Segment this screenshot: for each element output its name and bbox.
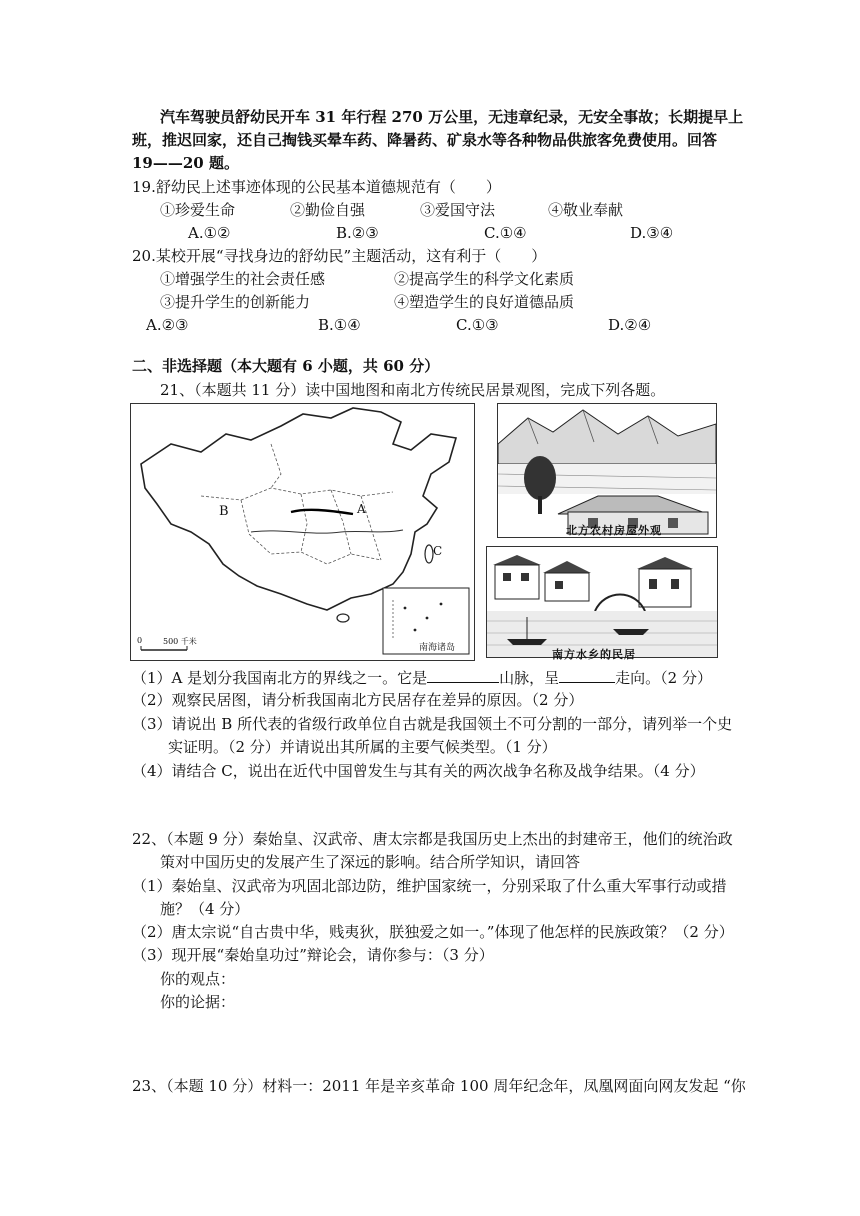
- q19-choice-a: A.①②: [188, 224, 231, 242]
- q22-line-1: 22、（本题 9 分）秦始皇、汉武帝、唐太宗都是我国历史上杰出的封建帝王，他们的统治政: [132, 830, 733, 848]
- q22-viewpoint-label: 你的观点：: [160, 970, 236, 988]
- map-label-c: C: [433, 544, 443, 558]
- q22-sub1-line1: （1）秦始皇、汉武帝为巩固北部边防，维护国家统一，分别采取了什么重大军事行动或措: [132, 877, 727, 895]
- q19-item-3: ③爱国守法: [420, 201, 496, 219]
- q21-sub4: （4）请结合 C，说出在近代中国曾发生与其有关的两次战争名称及战争结果。（4 分）: [132, 762, 705, 780]
- q22-evidence-label: 你的论据：: [160, 993, 236, 1011]
- q21-sub1-part-c: 走向。（2 分）: [615, 669, 712, 687]
- map-scale-label: 500 千米: [163, 637, 197, 646]
- q21-sub1: [132, 666, 712, 689]
- q20-choice-b: B.①④: [318, 316, 361, 334]
- q19-stem: 19.舒幼民上述事迹体现的公民基本道德规范有（ ）: [132, 178, 501, 196]
- q21-sub3-line1: （3）请说出 B 所代表的省级行政单位自古就是我国领土不可分割的一部分，请列举一个史: [132, 715, 733, 733]
- north-house-drawing: [498, 404, 716, 537]
- q19-item-4: ④敬业奉献: [548, 201, 624, 219]
- q21-sub3-line2: 实证明。（2 分）并请说出其所属的主要气候类型。（1 分）: [168, 738, 557, 756]
- q22-sub2: （2）唐太宗说“自古贵中华，贱夷狄，朕独爱之如一。”体现了他怎样的民族政策？（2 分）: [132, 923, 734, 941]
- q19-choice-d: D.③④: [630, 224, 674, 242]
- china-map: [130, 403, 475, 661]
- q20-choice-a: A.②③: [146, 316, 189, 334]
- q20-choice-c: C.①③: [456, 316, 499, 334]
- q20-item-3: ③提升学生的创新能力: [160, 293, 311, 311]
- q21-sub1-part-a: （1）A 是划分我国南北方的界线之一。它是: [132, 669, 428, 687]
- q20-choice-d: D.②④: [608, 316, 652, 334]
- china-map-drawing: [131, 404, 474, 660]
- q19-item-1: ①珍爱生命: [160, 201, 236, 219]
- map-scale-zero: 0: [137, 636, 143, 645]
- q19-choice-c: C.①④: [484, 224, 527, 242]
- intro-line-1: 汽车驾驶员舒幼民开车 31 年行程 270 万公里，无违章纪录，无安全事故；长期提早上: [160, 108, 744, 126]
- q23-line-1: 23、（本题 10 分）材料一：2011 年是辛亥革命 100 周年纪念年，凤凰网面向网友发起 “你: [132, 1077, 746, 1095]
- q21-sub2: （2）观察民居图，请分析我国南北方民居存在差异的原因。（2 分）: [132, 691, 584, 709]
- south-house-caption: 南方水乡的民居: [552, 648, 636, 661]
- q20-item-2: ②提高学生的科学文化素质: [394, 270, 575, 288]
- q19-item-2: ②勤俭自强: [290, 201, 366, 219]
- q21-blank-direction[interactable]: [559, 666, 615, 683]
- north-house-caption: 北方农村房屋外观: [566, 524, 662, 537]
- map-inset-label: 南海诸岛: [419, 643, 456, 653]
- q21-stem: 21、（本题共 11 分）读中国地图和南北方传统民居景观图，完成下列各题。: [160, 381, 666, 399]
- intro-line-2: 班，推迟回家，还自己掏钱买晕车药、降暑药、矿泉水等各种物品供旅客免费使用。回答: [132, 131, 718, 149]
- q22-line-2: 策对中国历史的发展产生了深远的影响。结合所学知识，请回答: [160, 853, 581, 871]
- q21-blank-mountain[interactable]: [427, 666, 499, 683]
- north-house-figure: [497, 403, 717, 538]
- south-house-figure: [486, 546, 718, 658]
- q21-sub1-part-b: 山脉，呈: [499, 669, 560, 687]
- south-house-drawing: [487, 547, 717, 657]
- q20-item-4: ④塑造学生的良好道德品质: [394, 293, 575, 311]
- section-heading: 二、非选择题（本大题有 6 小题，共 60 分）: [132, 357, 440, 375]
- q20-stem: 20.某校开展“寻找身边的舒幼民”主题活动，这有利于（ ）: [132, 247, 547, 265]
- q22-sub3: （3）现开展“秦始皇功过”辩论会，请你参与：（3 分）: [132, 946, 494, 964]
- map-label-b: B: [219, 504, 229, 519]
- q19-choice-b: B.②③: [336, 224, 379, 242]
- intro-line-3: 19——20 题。: [132, 154, 239, 172]
- q22-sub1-line2: 施？（4 分）: [160, 900, 250, 918]
- map-label-a: A: [357, 502, 366, 516]
- q20-item-1: ①增强学生的社会责任感: [160, 270, 326, 288]
